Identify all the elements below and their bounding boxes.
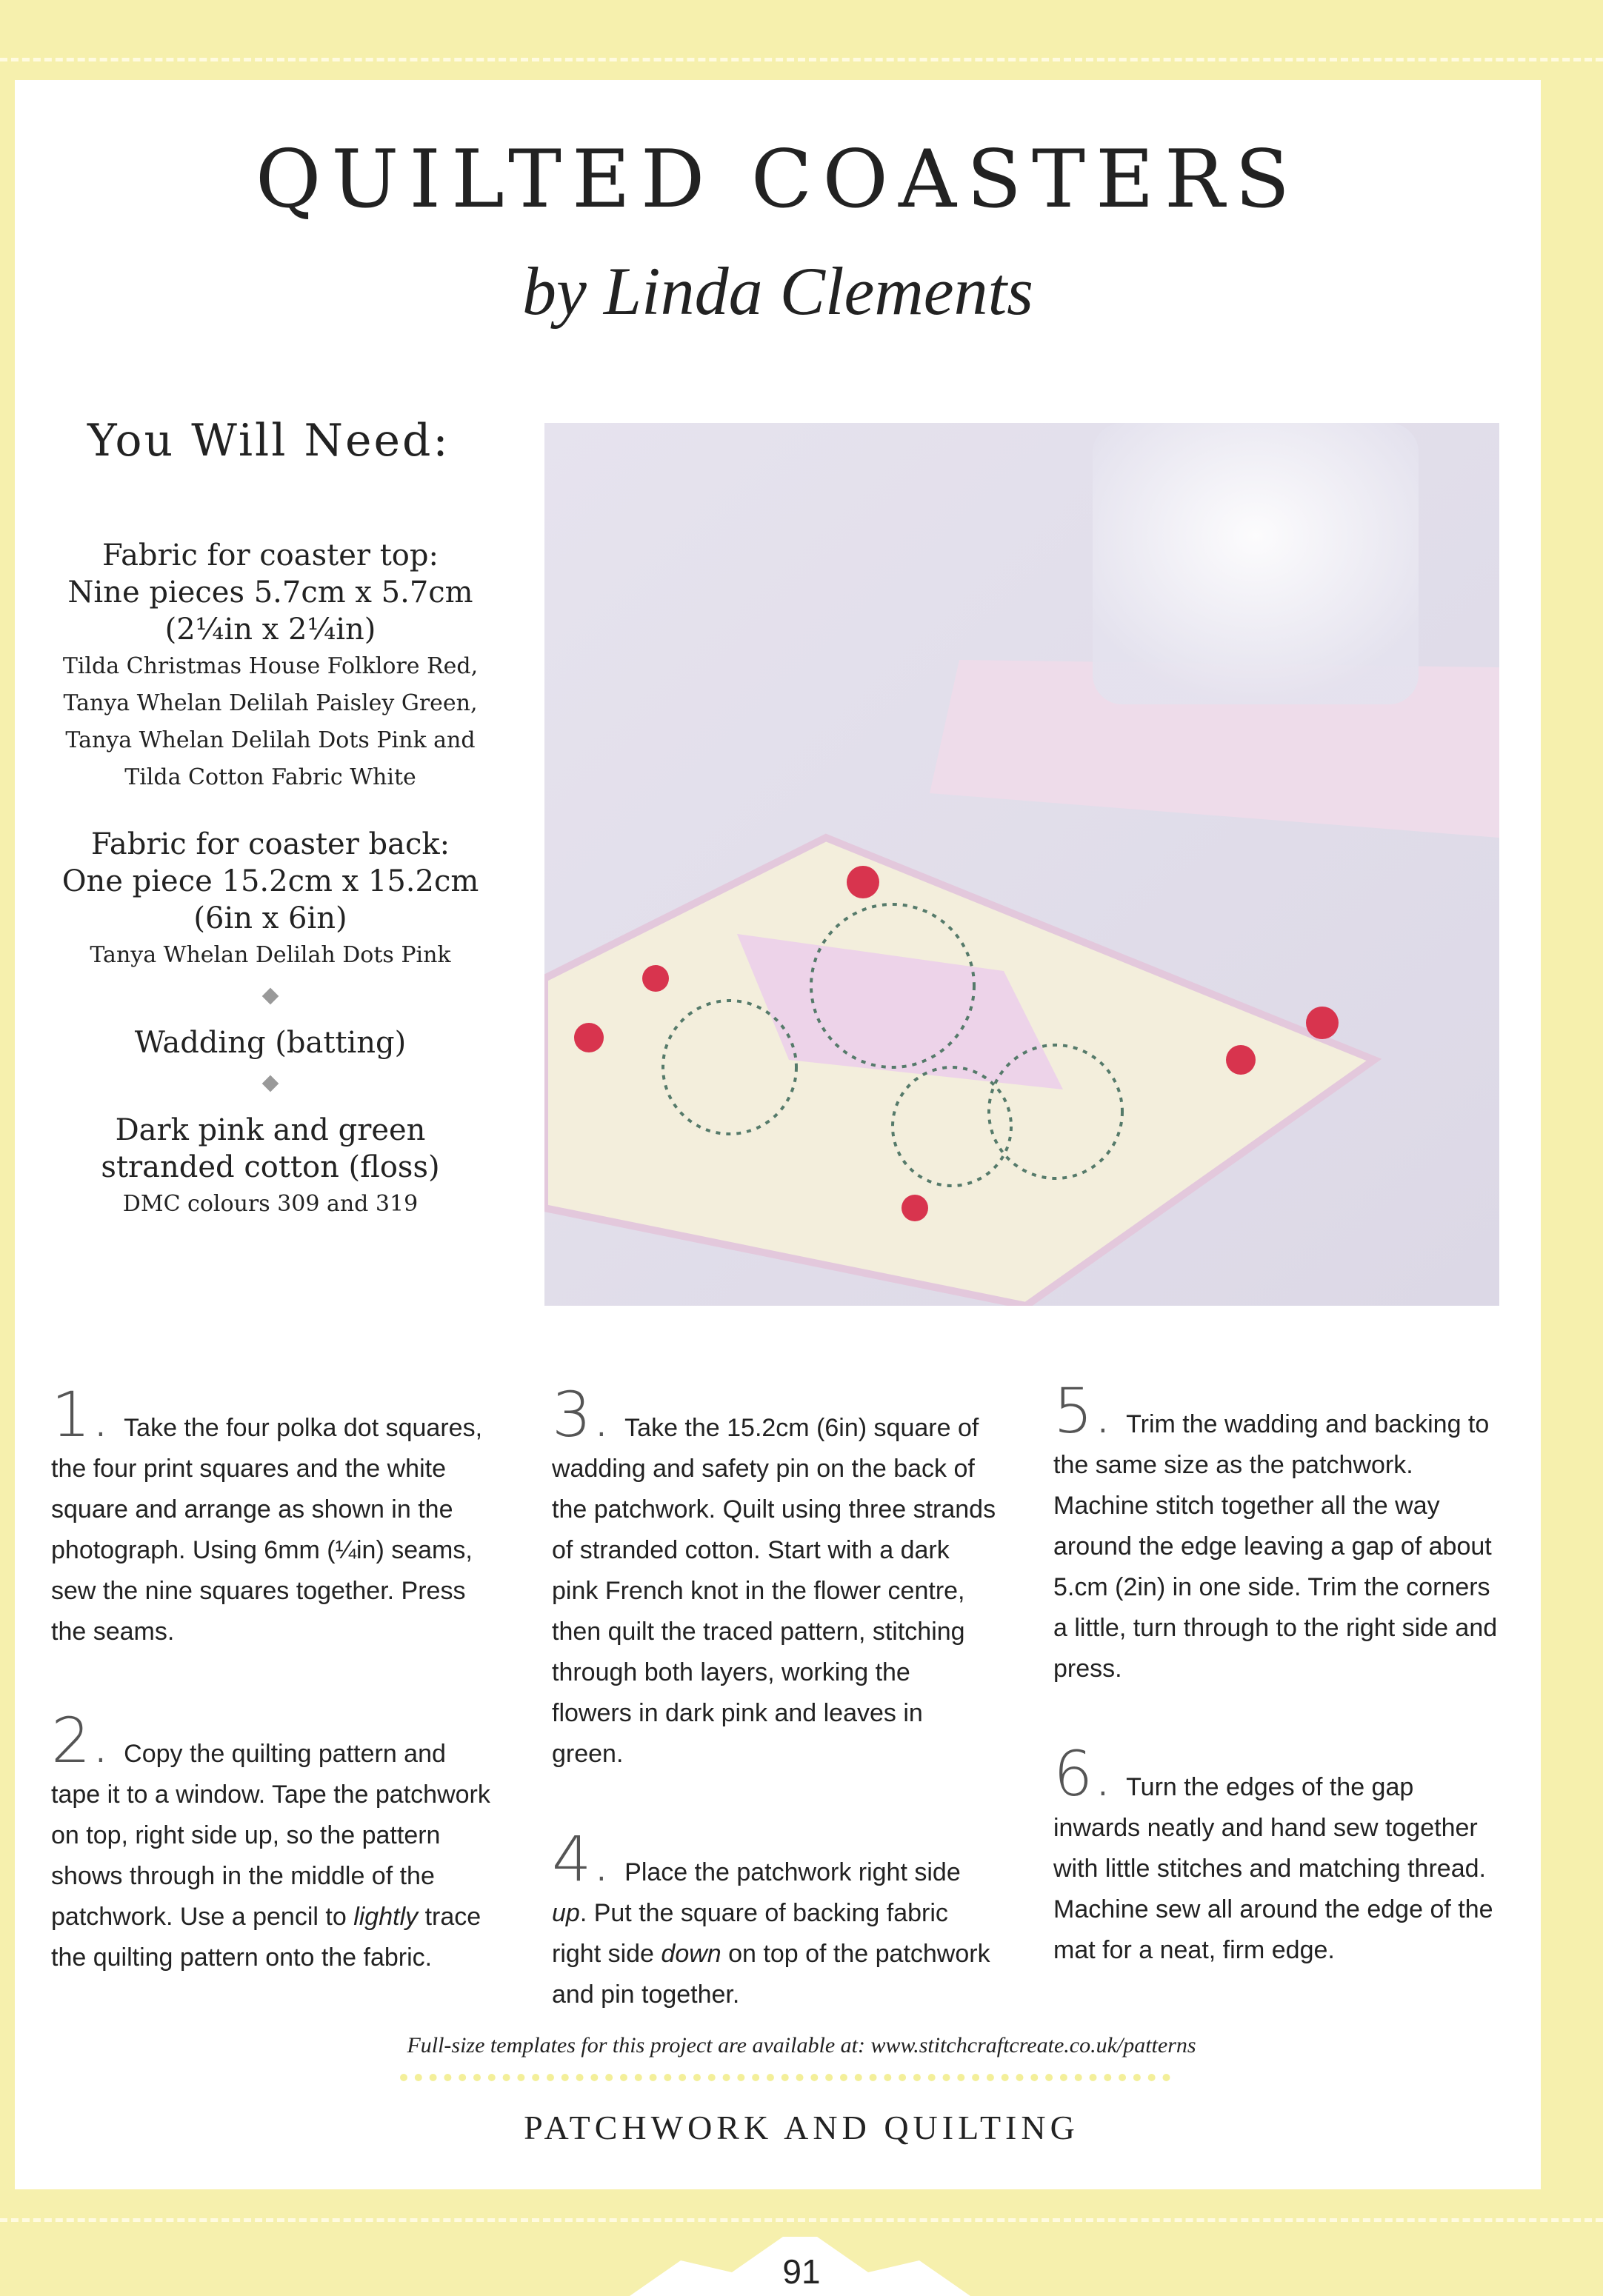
- step-2: [51, 1704, 496, 1978]
- step-number: 5.: [1053, 1375, 1113, 1447]
- section-title: PATCHWORK AND QUILTING: [524, 2109, 1079, 2146]
- fabric-name: Tanya Whelan Delilah Dots Pink and: [65, 727, 476, 753]
- coaster-top-heading: Fabric for coaster top:: [102, 538, 439, 573]
- floss-note: DMC colours 309 and 319: [122, 1191, 419, 1217]
- fabric-name: Tilda Cotton Fabric White: [124, 764, 416, 790]
- materials-list: [30, 537, 511, 1223]
- page-number: 91: [782, 2252, 821, 2291]
- step-number: 2.: [51, 1704, 111, 1777]
- step-text-emphasis: up: [552, 1899, 580, 1927]
- step-text: . Put the square of backing fabric right side: [552, 1899, 948, 1968]
- step-number: 3.: [552, 1378, 612, 1451]
- step-6: [1053, 1738, 1498, 1971]
- step-text: Copy the quilting pattern and tape it to a window. Tape the patchwork on top, right side up, so the pattern shows through in the middle of the patchwork. Use a pencil to: [51, 1740, 490, 1931]
- step-1: [51, 1378, 496, 1652]
- you-will-need-heading: You Will Need:: [87, 415, 450, 467]
- decorative-stitch-top: [0, 58, 1603, 61]
- glass: [1093, 423, 1419, 704]
- step-4: [552, 1823, 996, 2015]
- page-title: QUILTED COASTERS: [255, 133, 1301, 226]
- step-5: [1053, 1375, 1498, 1689]
- dotted-divider: [400, 2074, 1170, 2081]
- fabric-name: Tanya Whelan Delilah Dots Pink: [90, 942, 451, 968]
- diamond-divider-icon: [262, 1075, 279, 1092]
- author-byline: by Linda Clements: [522, 253, 1033, 329]
- step-text: Take the four polka dot squares, the four print squares and the white square and arrange as shown in the photograph. Using 6mm (¼in) seams, sew the nine squares together. Press the seams.: [51, 1414, 483, 1646]
- step-number: 1.: [51, 1378, 111, 1451]
- decorative-stitch-bottom: [0, 2218, 1603, 2222]
- fabric-name: Tilda Christmas House Folklore Red,: [62, 653, 479, 679]
- step-text: trace the quilting pattern onto the fabric.: [51, 1903, 481, 1972]
- coaster-photo: [544, 423, 1499, 1306]
- floss-item-line1: Dark pink and green: [115, 1113, 426, 1147]
- step-text-emphasis: down: [661, 1940, 721, 1968]
- step-text-emphasis: lightly: [353, 1903, 419, 1931]
- coaster-back-size-in: (6in x 6in): [193, 901, 347, 935]
- fabric-name: Tanya Whelan Delilah Paisley Green,: [63, 690, 478, 716]
- step-text: Trim the wadding and backing to the same size as the patchwork. Machine stitch together all the way around the edge leaving a gap of about 5.cm (2in) in one side. Trim the corners a little, turn through to the right side and press.: [1053, 1410, 1498, 1683]
- coaster-back-heading: Fabric for coaster back:: [90, 827, 450, 861]
- floss-item-line2: stranded cotton (floss): [101, 1150, 440, 1184]
- templates-note: Full-size templates for this project are available at: www.stitchcraftcreate.co.uk/patterns: [407, 2033, 1196, 2058]
- step-3: [552, 1378, 996, 1775]
- step-number: 6.: [1053, 1738, 1113, 1810]
- step-text: Place the patchwork right side: [624, 1858, 961, 1886]
- coaster-top-size-in: (2¼in x 2¼in): [164, 613, 376, 647]
- diamond-divider-icon: [262, 988, 279, 1005]
- wadding-item: Wadding (batting): [134, 1026, 407, 1060]
- step-text: on top of the patchwork and pin together.: [552, 1940, 990, 2009]
- step-number: 4.: [552, 1823, 612, 1895]
- coaster-top-size: Nine pieces 5.7cm x 5.7cm: [67, 575, 473, 610]
- coaster-back-size: One piece 15.2cm x 15.2cm: [61, 864, 479, 898]
- step-text: Turn the edges of the gap inwards neatly and hand sew together with little stitches and matching thread. Machine sew all around the edge of the mat for a neat, firm edge.: [1053, 1773, 1493, 1964]
- step-text: Take the 15.2cm (6in) square of wadding and safety pin on the back of the patchwork. Quilt using three strands of stranded cotton. Start with a dark pink French knot in the flower centre, then quilt the traced pattern, stitching through both layers, working the flowers in dark pink and leaves in green.: [552, 1414, 996, 1768]
